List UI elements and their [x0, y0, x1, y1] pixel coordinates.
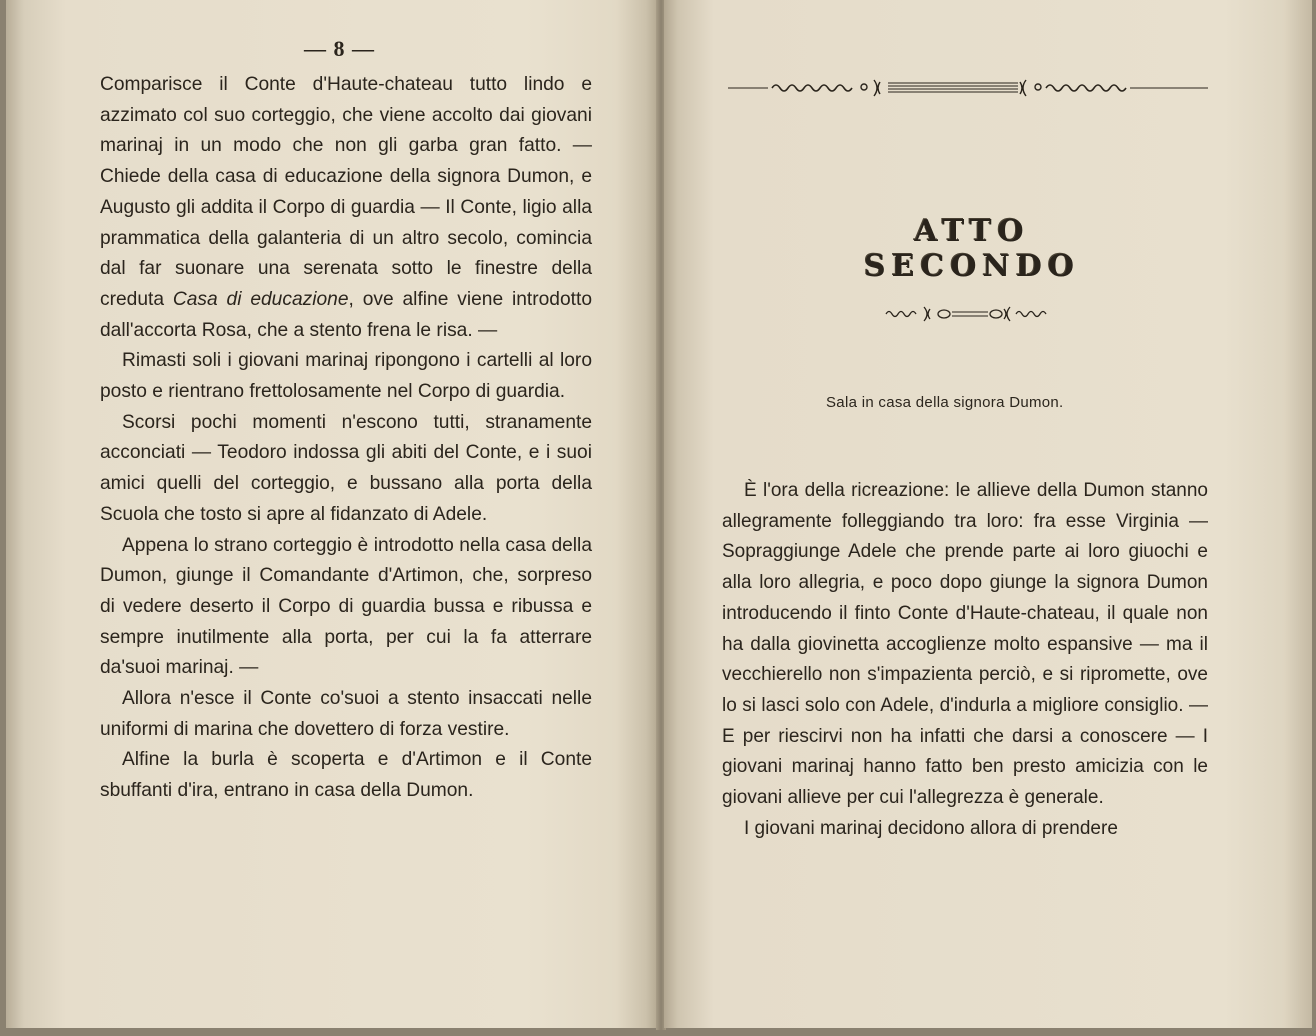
act-title: ATTO SECONDO	[863, 214, 1081, 284]
page-number: — 8 —	[304, 36, 375, 61]
paragraph-text: Comparisce il Conte d'Haute-chateau tutto lindo e azzimato col suo corteggio, che viene accolto dai giovani marinaj in un modo che non gli garba gran fatto. — Chiede della casa di educazione della signora Dumon, e Augusto gli addita il Corpo di guardia — Il Conte, ligio alla prammatica della galanteria di un altro secolo, comincia dal far suonare una serenata sotto le finestre della creduta	[100, 74, 592, 310]
scene-heading: Sala in casa della signora Dumon.	[826, 394, 1064, 411]
small-ornament-icon	[884, 302, 1054, 324]
paragraph: I giovani marinaj decidono allora di prendere	[744, 817, 1118, 839]
paragraph: Appena lo strano corteggio è introdotto nella casa della Dumon, giunge il Comandante d'Artimon, che, sorpreso di vedere deserto il Corpo di guardia bussa e ribussa e sempre inutilmente alla porta, per cui la fa atterrare da'suoi marinaj. —	[100, 534, 592, 679]
ornamental-rule-icon	[728, 74, 1208, 102]
paragraph	[100, 70, 592, 346]
paragraph: È l'ora della ricreazione: le allieve della Dumon stanno allegramente folleggiando tra loro: fra esse Virginia — Sopraggiunge Adele che prende parte ai loro giuochi e alla loro allegria, e poco dopo giunge la signora Dumon introducendo il finto Conte d'Haute-chateau, il quale non ha dalla giovinetta accoglienze molto espansive — ma il vecchierello non s'impazienta perciò, e si ripromette, ove lo si lasci solo con Adele, d'indurla a migliore consiglio. — E per riescirvi non ha infatti che darsi a conoscere — I giovani marinaj hanno fatto ben presto amicizia con le giovani allieve per cui l'allegrezza è generale.	[722, 480, 1208, 809]
right-page-body	[722, 476, 1208, 844]
paragraph: Alfine la burla è scoperta e d'Artimon e il Conte sbuffanti d'ira, entrano in casa della Dumon.	[100, 749, 592, 802]
paragraph: Scorsi pochi momenti n'escono tutti, stranamente acconciati — Teodoro indossa gli abiti del Conte, e i suoi amici quelli del corteggio, e bussano alla porta della Scuola che tosto si apre al fidanzato di Adele.	[100, 411, 592, 525]
paragraph-tail: , ove alfine viene introdotto dall'accorta Rosa, che a stento frena le risa. —	[100, 288, 592, 341]
italic-phrase: Casa di educazione	[172, 288, 349, 310]
left-page-body	[100, 70, 592, 807]
paragraph: Allora n'esce il Conte co'suoi a stento insaccati nelle uniformi di marina che dovettero di forza vestire.	[100, 688, 592, 740]
paragraph: Rimasti soli i giovani marinaj ripongono i cartelli al loro posto e rientrano frettolosamente nel Corpo di guardia.	[100, 350, 592, 403]
